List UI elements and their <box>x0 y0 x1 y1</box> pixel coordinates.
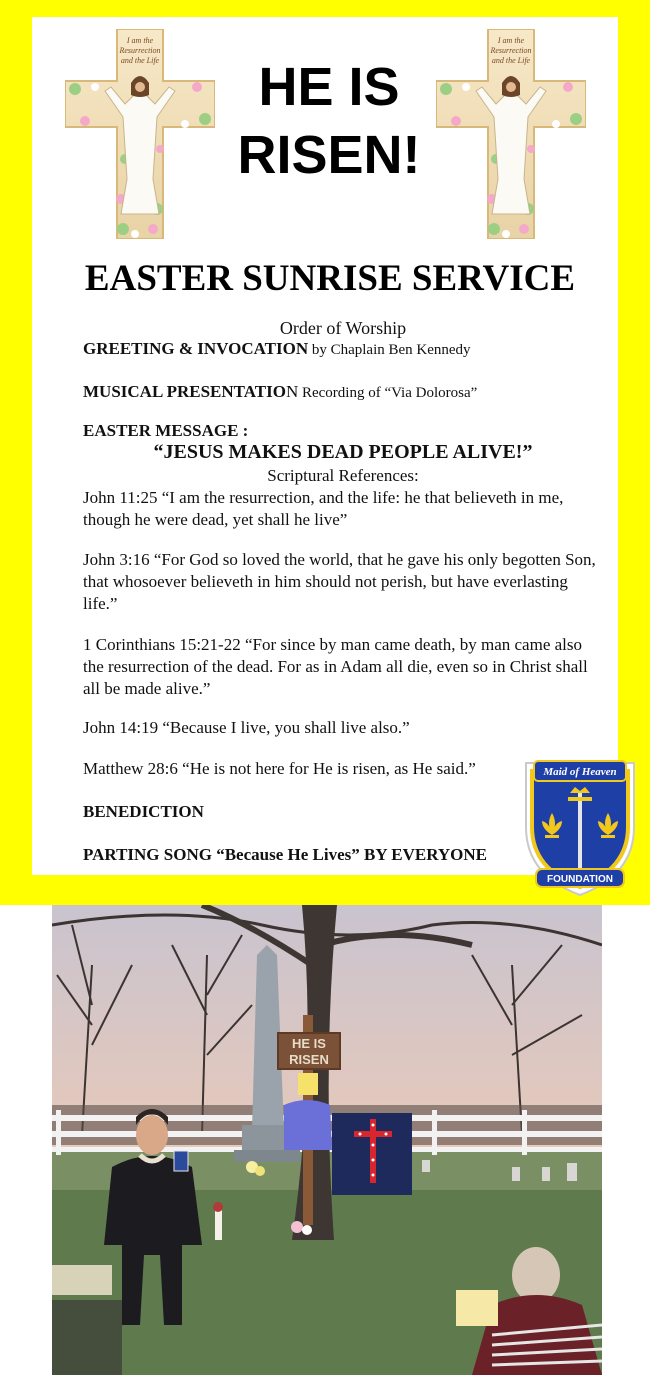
cross-caption-line1: I am the <box>497 36 525 45</box>
scripture-reference: Matthew 28:6 “He is not here for He is risen, as He said.” <box>83 759 476 778</box>
cross-caption-line3: and the Life <box>491 56 531 65</box>
cross-jesus-image-right <box>436 29 586 239</box>
order-of-worship-card <box>32 17 618 875</box>
scriptural-references-label: Scriptural References: <box>267 466 419 485</box>
benediction-text: BENEDICTION <box>83 802 204 821</box>
parting-by: BY EVERYONE <box>359 845 487 864</box>
parting-label: PARTING SONG <box>83 845 217 864</box>
scripture-reference: John 14:19 “Because I live, you shall live also.” <box>83 718 410 737</box>
headline-line2: RISEN! <box>237 125 421 185</box>
musical-detail: Recording of “Via Dolorosa” <box>298 385 478 401</box>
headline <box>204 53 454 189</box>
cross-jesus-image-left <box>65 29 215 239</box>
logo-top-text: Maid of Heaven <box>543 766 617 778</box>
cross-caption-line1: I am the <box>126 36 154 45</box>
scripture-reference: 1 Corinthians 15:21-22 “For since by man came death, by man came also the resurrection of the dead. For as in Adam all die, even so in Christ shall all be made alive.” <box>83 635 588 698</box>
jesus-figure <box>476 76 546 214</box>
cross-caption-line3: and the Life <box>120 56 160 65</box>
sign-line1: HE IS <box>292 1036 326 1051</box>
cross-caption-line2: Resurrection <box>119 46 161 55</box>
greeting-label: GREETING & INVOCATION <box>83 339 309 358</box>
maid-of-heaven-foundation-logo <box>520 757 640 897</box>
easter-message-label <box>83 420 603 442</box>
musical-line <box>83 381 603 404</box>
sign-line2: RISEN <box>289 1052 329 1067</box>
cross-caption-line2: Resurrection <box>490 46 532 55</box>
easter-message-title: “JESUS MAKES DEAD PEOPLE ALIVE!” <box>153 441 533 463</box>
logo-bottom-text: FOUNDATION <box>547 874 613 885</box>
parting-song-title: “Because He Lives” <box>216 845 360 864</box>
easter-message-label-text: EASTER MESSAGE : <box>83 421 249 440</box>
scripture-reference: John 3:16 “For God so loved the world, that he gave his only begotten Son, that whosoever believeth in him should not perish, but have everlasting life.” <box>83 550 596 613</box>
jesus-figure <box>105 76 175 214</box>
greeting-line <box>83 338 603 361</box>
scripture-reference: John 11:25 “I am the resurrection, and the life: he that believeth in me, though he were dead, yet shall he live” <box>83 488 564 529</box>
service-title: EASTER SUNRISE SERVICE <box>84 258 576 299</box>
sunrise-service-photo <box>52 905 602 1375</box>
flag <box>332 1113 412 1195</box>
headline-line1: HE IS <box>258 57 400 117</box>
greeting-detail: by Chaplain Ben Kennedy <box>308 342 471 358</box>
musical-label-end: N <box>285 382 299 401</box>
order-of-worship-heading: Order of Worship <box>279 318 407 338</box>
musical-label: MUSICAL PRESENTATIO <box>83 382 286 401</box>
